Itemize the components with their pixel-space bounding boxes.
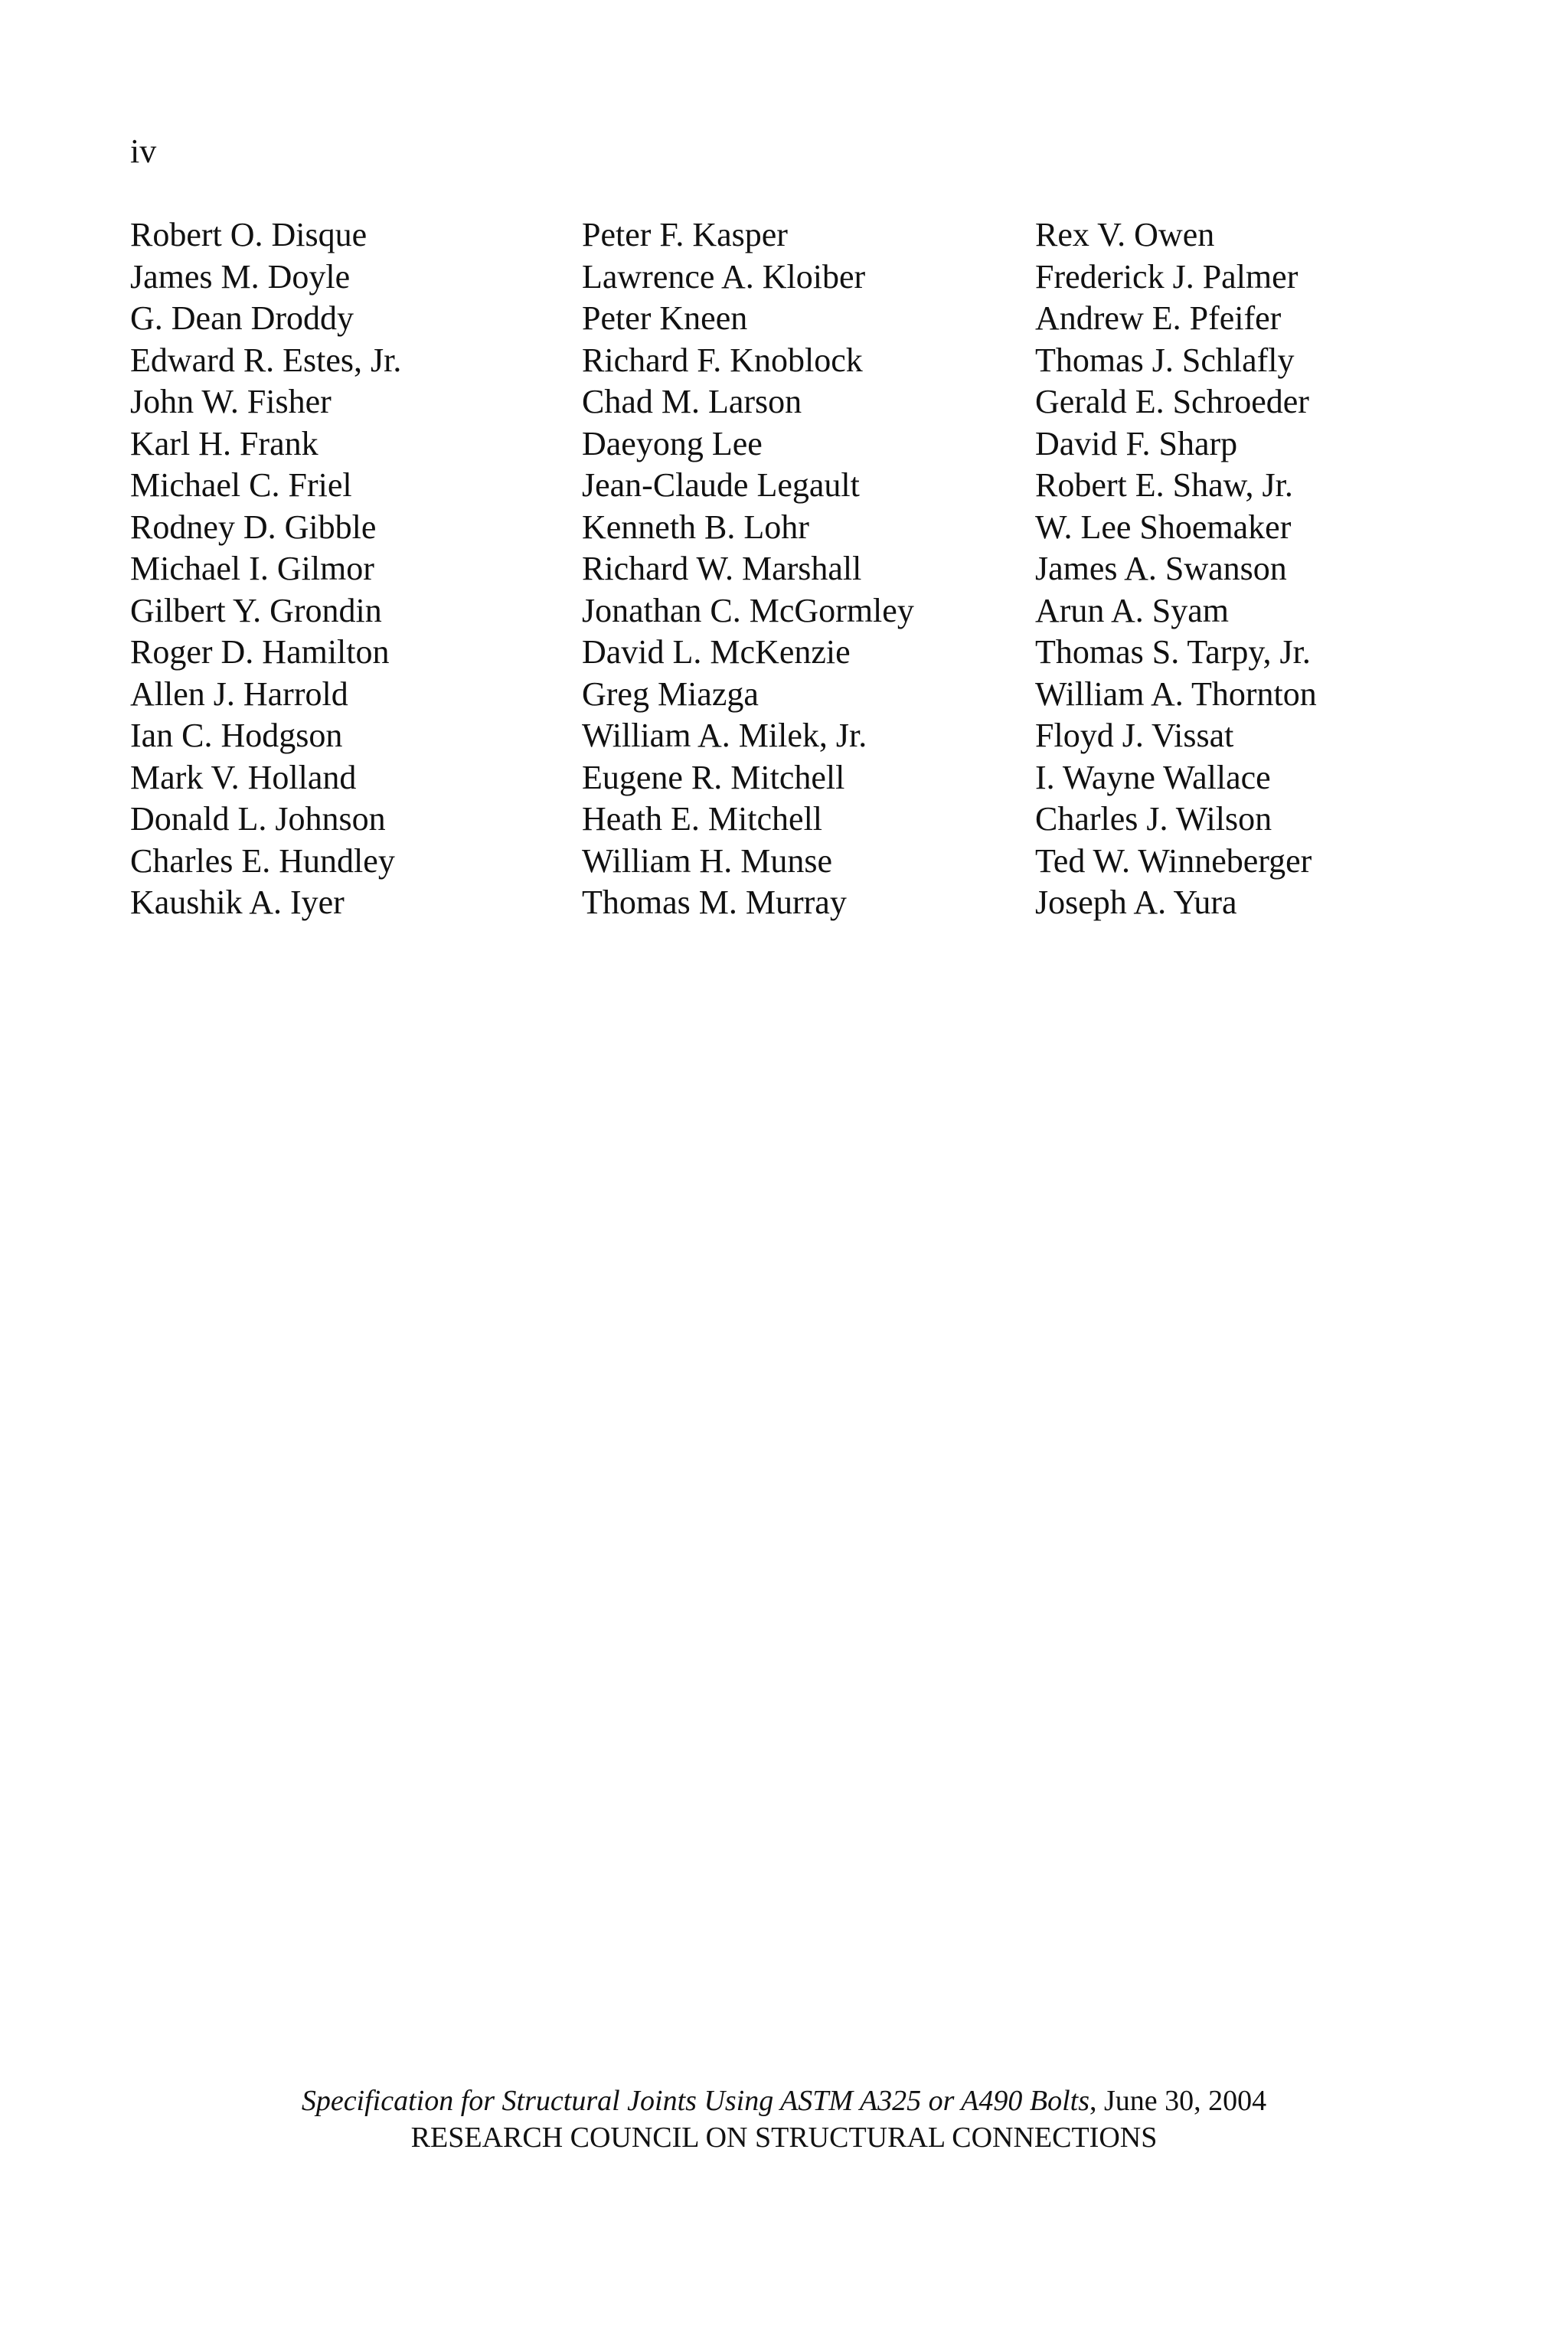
member-name: Gerald E. Schroeder	[1035, 383, 1309, 420]
member-name: Floyd J. Vissat	[1035, 717, 1234, 754]
member-name: Charles E. Hundley	[130, 841, 395, 880]
member-name: Gilbert Y. Grondin	[130, 591, 382, 629]
member-name: Joseph A. Yura	[1035, 884, 1237, 921]
member-name: John W. Fisher	[130, 383, 332, 420]
publication-date: , June 30, 2004	[1089, 2085, 1267, 2117]
member-name: Chad M. Larson	[582, 383, 802, 420]
member-name: James M. Doyle	[130, 257, 351, 296]
member-name: William A. Thornton	[1035, 675, 1317, 713]
member-name: Eugene R. Mitchell	[582, 758, 845, 796]
member-name: Arun A. Syam	[1035, 591, 1229, 629]
member-name: Heath E. Mitchell	[582, 800, 823, 838]
member-name: Robert O. Disque	[130, 216, 368, 253]
member-name: Richard F. Knoblock	[582, 341, 863, 379]
footer-organization: RESEARCH COUNCIL ON STRUCTURAL CONNECTIONS	[410, 2122, 1158, 2154]
member-name-list	[0, 214, 1568, 934]
member-name: Rex V. Owen	[1035, 216, 1215, 253]
member-name: William A. Milek, Jr.	[582, 717, 867, 754]
member-name: Kaushik A. Iyer	[130, 884, 345, 921]
name-column-2	[582, 214, 914, 924]
member-name: Richard W. Marshall	[582, 550, 862, 587]
member-name: Ted W. Winneberger	[1035, 841, 1312, 880]
member-name: Karl H. Frank	[130, 424, 318, 462]
member-name: James A. Swanson	[1035, 550, 1287, 587]
member-name: David L. McKenzie	[582, 633, 851, 671]
member-name: Jean-Claude Legault	[582, 466, 860, 504]
member-name: Charles J. Wilson	[1035, 800, 1272, 838]
member-name: Mark V. Holland	[130, 758, 357, 796]
member-name: G. Dean Droddy	[130, 299, 354, 337]
member-name: Robert E. Shaw, Jr.	[1035, 466, 1293, 504]
page-number: iv	[130, 132, 157, 170]
member-name: Rodney D. Gibble	[130, 508, 377, 546]
member-name: Ian C. Hodgson	[130, 717, 343, 754]
member-name: Frederick J. Palmer	[1035, 257, 1298, 296]
member-name: Thomas S. Tarpy, Jr.	[1035, 633, 1311, 671]
member-name: Roger D. Hamilton	[130, 633, 390, 671]
member-name: Daeyong Lee	[582, 424, 763, 462]
name-column-1	[130, 214, 401, 924]
member-name: Donald L. Johnson	[130, 800, 386, 838]
member-name: Michael I. Gilmor	[130, 550, 374, 587]
member-name: Thomas M. Murray	[582, 884, 847, 921]
member-name: Allen J. Harrold	[130, 675, 348, 713]
member-name: Jonathan C. McGormley	[582, 591, 914, 629]
member-name: Michael C. Friel	[130, 466, 352, 504]
member-name: I. Wayne Wallace	[1035, 758, 1271, 796]
member-name: Peter Kneen	[582, 299, 748, 337]
member-name: Greg Miazga	[582, 675, 759, 713]
member-name: Kenneth B. Lohr	[582, 508, 809, 546]
publication-title: Specification for Structural Joints Using ASTM A325 or A490 Bolts	[301, 2085, 1090, 2117]
name-column-3	[1035, 214, 1317, 924]
member-name: Andrew E. Pfeifer	[1035, 299, 1282, 337]
page-footer	[0, 2082, 1568, 2156]
footer-citation-line	[0, 2082, 1568, 2119]
member-name: David F. Sharp	[1035, 424, 1238, 462]
member-name: Thomas J. Schlafly	[1035, 341, 1295, 379]
member-name: William H. Munse	[582, 841, 832, 880]
member-name: W. Lee Shoemaker	[1035, 508, 1292, 546]
member-name: Peter F. Kasper	[582, 216, 788, 253]
member-name: Lawrence A. Kloiber	[582, 257, 866, 296]
member-name: Edward R. Estes, Jr.	[130, 341, 402, 379]
